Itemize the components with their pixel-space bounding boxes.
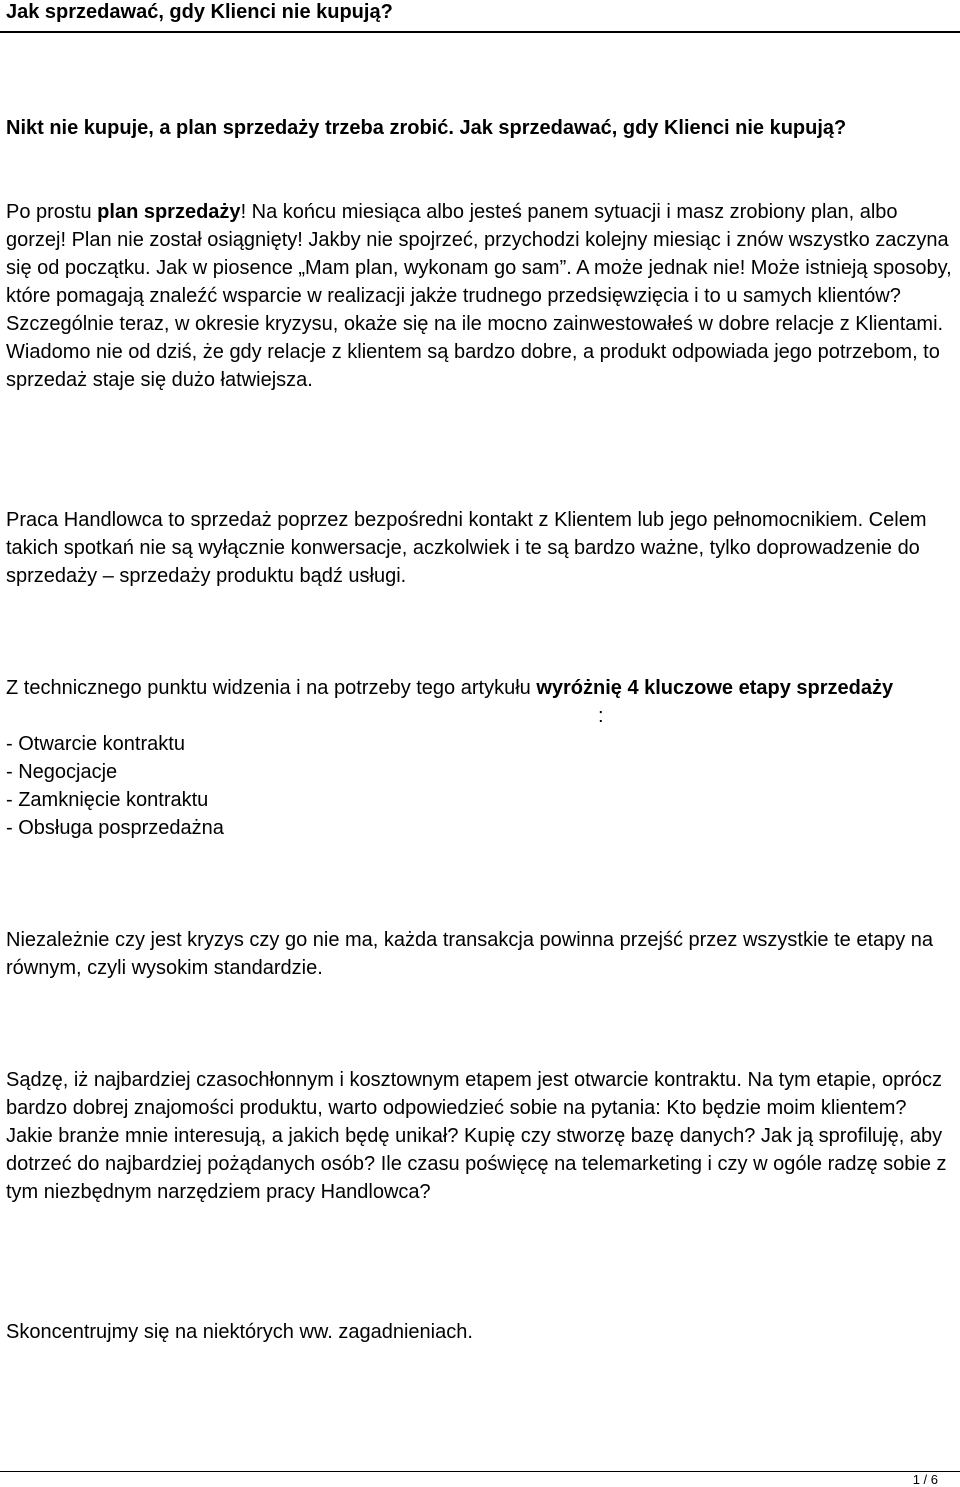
sales-stages-intro bbox=[6, 674, 956, 730]
salesperson-paragraph: Praca Handlowca to sprzedaż poprzez bezpośredni kontakt z Klientem lub jego pełnomocnikiem. Celem takich spotkań nie są wyłącznie konwersacje, aczkolwiek i te są bardzo ważne, tylko doprowadzenie do sprzedaży – sprzedaży produktu bądź usługi. bbox=[6, 509, 927, 587]
stages-colon: : bbox=[598, 705, 604, 727]
footer-divider bbox=[0, 1471, 960, 1472]
sales-stages-section bbox=[6, 674, 956, 842]
stages-lead-text: Z technicznego punktu widzenia i na potrzeby tego artykułu bbox=[6, 677, 537, 699]
intro-paragraph bbox=[6, 198, 956, 394]
sales-stages-list bbox=[6, 730, 956, 842]
intro-rest-text: ! Na końcu miesiąca albo jesteś panem sytuacji i masz zrobiony plan, albo gorzej! Plan nie został osiągnięty! Jakby nie spojrzeć, przychodzi kolejny miesiąc i znów wszystko zaczyna się od początku. Jak w piosence „Mam plan, wykonam go sam”. A może jednak nie! Może istnieją sposoby, które pomagają znaleźć wsparcie w realizacji jakże trudnego przedsięwzięcia i to u samych klientów? Szczególnie teraz, w okresie kryzysu, okaże się na ile mocno zainwestowałeś w dobre relacje z Klientami. Wiadomo nie od dziś, że gdy relacje z klientem są bardzo dobre, a produkt odpowiada jego potrzebom, to sprzedaż staje się dużo łatwiejsza. bbox=[6, 201, 952, 391]
contract-opening-paragraph: Sądzę, iż najbardziej czasochłonnym i kosztownym etapem jest otwarcie kontraktu. Na tym etapie, oprócz bardzo dobrej znajomości produktu, warto odpowiedzieć sobie na pytania: Kto będzie moim klientem? Jakie branże mnie interesują, a jakich będę unikał? Kupię czy stworzę bazę danych? Jak ją sprofiluję, aby dotrzeć do najbardziej pożądanych osób? Ile czasu poświęcę na telemarketing i czy w ogóle radzę sobie z tym niezbędnym narzędziem pracy Handlowca? bbox=[6, 1069, 947, 1203]
closing-paragraph: Skoncentrujmy się na niektórych ww. zagadnieniach. bbox=[6, 1321, 473, 1343]
crisis-paragraph: Niezależnie czy jest kryzys czy go nie ma, każda transakcja powinna przejść przez wszystkie te etapy na równym, czyli wysokim standardzie. bbox=[6, 929, 934, 979]
intro-lead-text: Po prostu bbox=[6, 201, 98, 223]
list-item: - Obsługa posprzedażna bbox=[6, 817, 224, 839]
list-item: - Negocjacje bbox=[6, 761, 118, 783]
article-headline: Nikt nie kupuje, a plan sprzedaży trzeba zrobić. Jak sprzedawać, gdy Klienci nie kupują? bbox=[6, 117, 847, 139]
title-divider bbox=[0, 31, 960, 33]
list-item: - Zamknięcie kontraktu bbox=[6, 789, 209, 811]
list-item: - Otwarcie kontraktu bbox=[6, 733, 185, 755]
intro-bold-text: plan sprzedaży bbox=[97, 201, 241, 223]
stages-bold-text: wyróżnię 4 kluczowe etapy sprzedaży bbox=[536, 677, 894, 699]
page-number: 1 / 6 bbox=[912, 1472, 938, 1487]
document-title: Jak sprzedawać, gdy Klienci nie kupują? bbox=[6, 1, 393, 23]
